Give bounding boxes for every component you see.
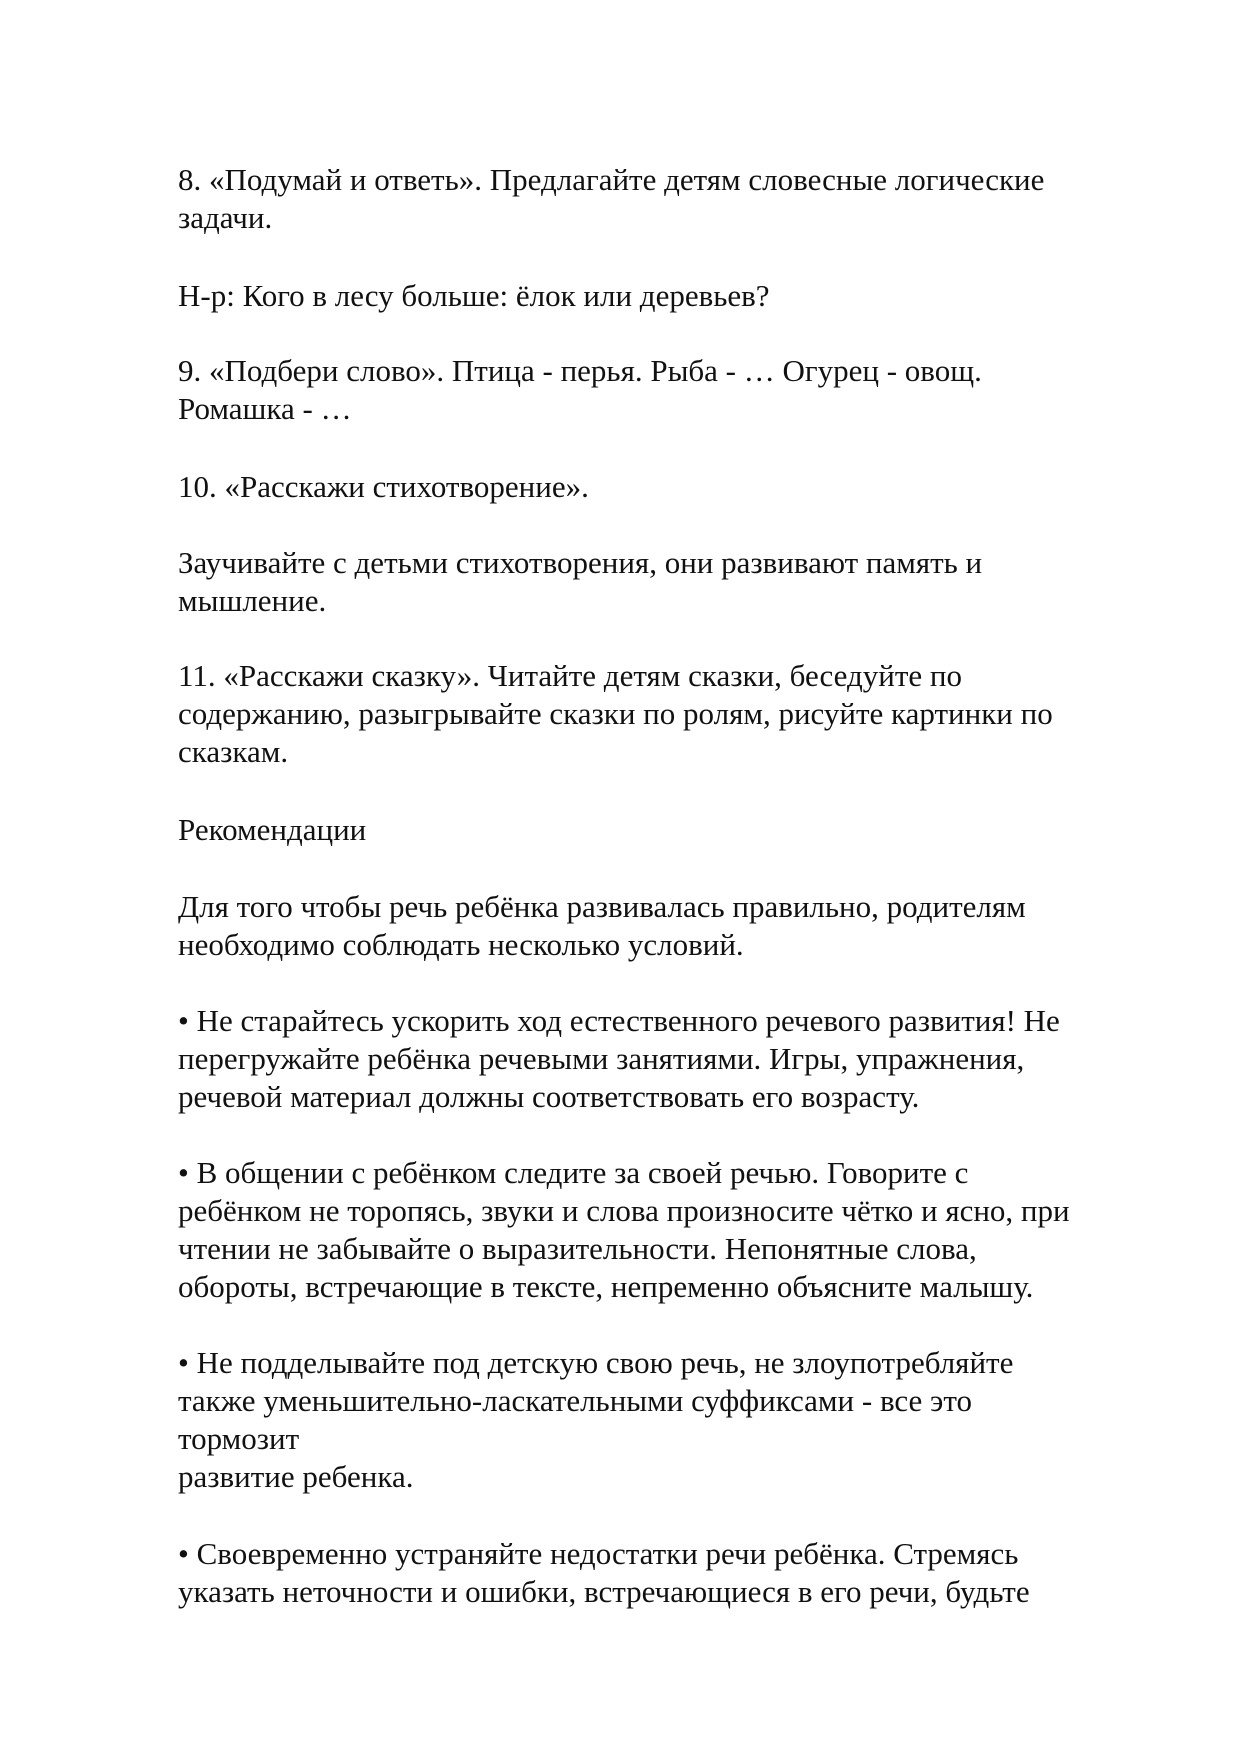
intro-line-1: Для того чтобы речь ребёнка развивалась правильно, родителям — [178, 889, 1026, 924]
bullet-3-line-4: развитие ребенка. — [178, 1459, 414, 1494]
example-line: Н-р: Кого в лесу больше: ёлок или деревьев? — [178, 278, 770, 313]
bullet-3-line-2: также уменьшительно-ласкательными суффиксами - все это — [178, 1383, 972, 1418]
bullet-1-line-2: перегружайте ребёнка речевыми занятиями. Игры, упражнения, — [178, 1041, 1025, 1076]
bullet-2-line-2: ребёнком не торопясь, звуки и слова произносите чётко и ясно, при — [178, 1193, 1070, 1228]
item-8-line-1: 8. «Подумай и ответь». Предлагайте детям словесные логические — [178, 162, 1045, 197]
item-11-line-1: 11. «Расскажи сказку». Читайте детям сказки, беседуйте по — [178, 658, 962, 693]
item-10-text-line-2: мышление. — [178, 583, 327, 618]
item-10-title: 10. «Расскажи стихотворение». — [178, 469, 589, 504]
item-11-line-2: содержанию, разыгрывайте сказки по ролям, рисуйте картинки по — [178, 696, 1053, 731]
item-10-text-line-1: Заучивайте с детьми стихотворения, они развивают память и — [178, 545, 983, 580]
bullet-2-line-3: чтении не забывайте о выразительности. Непонятные слова, — [178, 1231, 977, 1266]
bullet-4-line-1: • Своевременно устраняйте недостатки речи ребёнка. Стремясь — [178, 1536, 1019, 1571]
bullet-3-line-1: • Не подделывайте под детскую свою речь, не злоупотребляйте — [178, 1345, 1014, 1380]
bullet-1-line-1: • Не старайтесь ускорить ход естественного речевого развития! Не — [178, 1003, 1060, 1038]
bullet-1-line-3: речевой материал должны соответствовать его возрасту. — [178, 1079, 920, 1114]
item-11-line-3: сказкам. — [178, 734, 289, 769]
item-8-line-2: задачи. — [178, 200, 273, 235]
bullet-4-line-2: указать неточности и ошибки, встречающиеся в его речи, будьте — [178, 1574, 1030, 1609]
intro-line-2: необходимо соблюдать несколько условий. — [178, 927, 744, 962]
item-9-line-1: 9. «Подбери слово». Птица - перья. Рыба - … Огурец - овощ. — [178, 353, 982, 388]
bullet-2-line-1: • В общении с ребёнком следите за своей речью. Говорите с — [178, 1155, 969, 1190]
recommendations-heading: Рекомендации — [178, 812, 367, 847]
bullet-3-line-3: тормозит — [178, 1421, 300, 1456]
bullet-2-line-4: обороты, встречающие в тексте, непременно объясните малышу. — [178, 1269, 1034, 1304]
item-9-line-2: Ромашка - … — [178, 391, 352, 426]
